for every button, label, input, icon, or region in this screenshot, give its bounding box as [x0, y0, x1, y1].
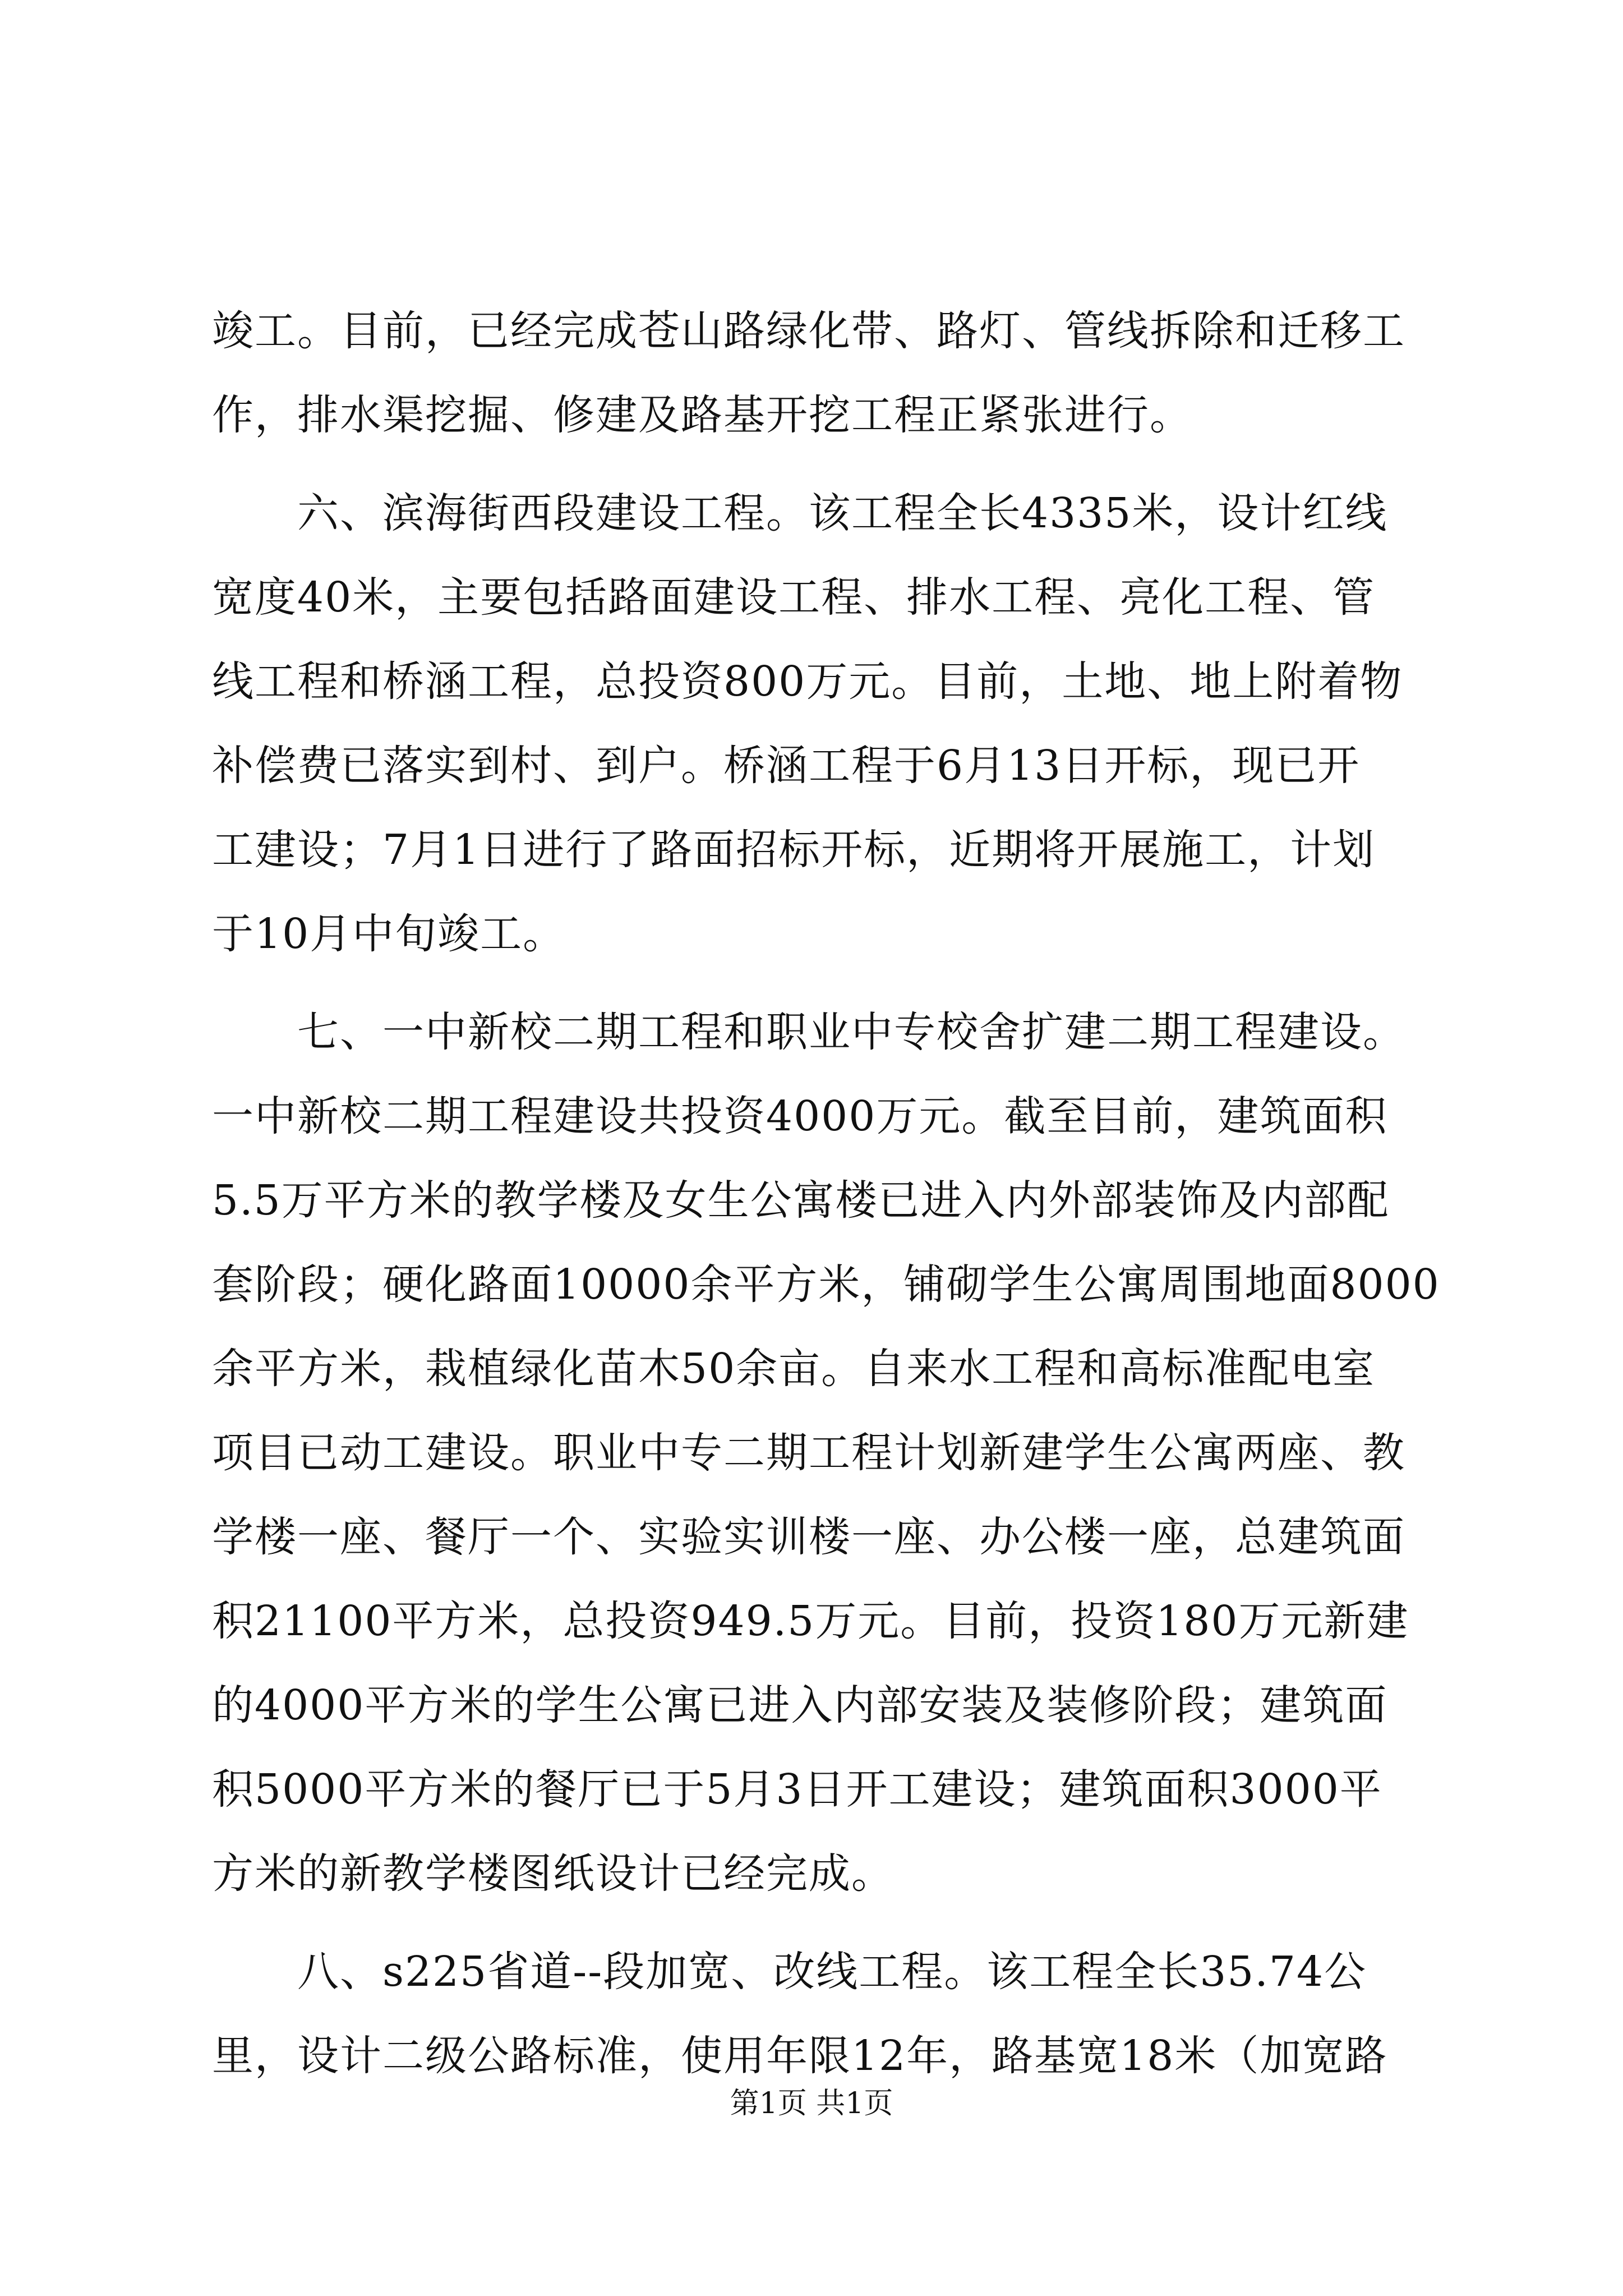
text-line: 六、滨海街西段建设工程。该工程全长4335米，设计红线	[212, 489, 1388, 537]
text-line: 作，排水渠挖掘、修建及路基开挖工程正紧张进行。	[212, 391, 1192, 439]
page-footer: 第1页 共1页	[730, 2087, 893, 2120]
text-line: 的4000平方米的学生公寓已进入内部安装及装修阶段；建筑面	[212, 1681, 1388, 1729]
text-line: 宽度40米，主要包括路面建设工程、排水工程、亮化工程、管	[212, 573, 1376, 622]
text-line: 里，设计二级公路标准，使用年限12年，路基宽18米（加宽路	[212, 2032, 1388, 2080]
text-line: 一中新校二期工程建设共投资4000万元。截至目前，建筑面积	[212, 1092, 1388, 1140]
text-line: 方米的新教学楼图纸设计已经完成。	[212, 1849, 894, 1898]
text-line: 七、一中新校二期工程和职业中专校舍扩建二期工程建设。	[212, 1008, 1405, 1056]
text-line: 项目已动工建设。职业中专二期工程计划新建学生公寓两座、教	[212, 1429, 1405, 1477]
text-line: 工建设；7月1日进行了路面招标开标，近期将开展施工，计划	[212, 826, 1376, 874]
text-line: 积5000平方米的餐厅已于5月3日开工建设；建筑面积3000平	[212, 1765, 1382, 1814]
text-line: 线工程和桥涵工程，总投资800万元。目前，土地、地上附着物	[212, 657, 1403, 706]
text-line: 竣工。目前，已经完成苍山路绿化带、路灯、管线拆除和迁移工	[212, 307, 1405, 355]
text-line: 于10月中旬竣工。	[212, 910, 566, 958]
text-line: 八、s225省道--段加宽、改线工程。该工程全长35.74公	[212, 1948, 1367, 1996]
text-line: 补偿费已落实到村、到户。桥涵工程于6月13日开标，现已开	[212, 742, 1361, 790]
text-line: 余平方米，栽植绿化苗木50余亩。自来水工程和高标准配电室	[212, 1345, 1376, 1393]
text-line: 5.5万平方米的教学楼及女生公寓楼已进入内外部装饰及内部配	[212, 1176, 1390, 1225]
text-line: 套阶段；硬化路面10000余平方米，铺砌学生公寓周围地面8000	[212, 1260, 1440, 1309]
text-line: 学楼一座、餐厅一个、实验实训楼一座、办公楼一座，总建筑面	[212, 1513, 1405, 1561]
text-line: 积21100平方米，总投资949.5万元。目前，投资180万元新建	[212, 1597, 1409, 1645]
